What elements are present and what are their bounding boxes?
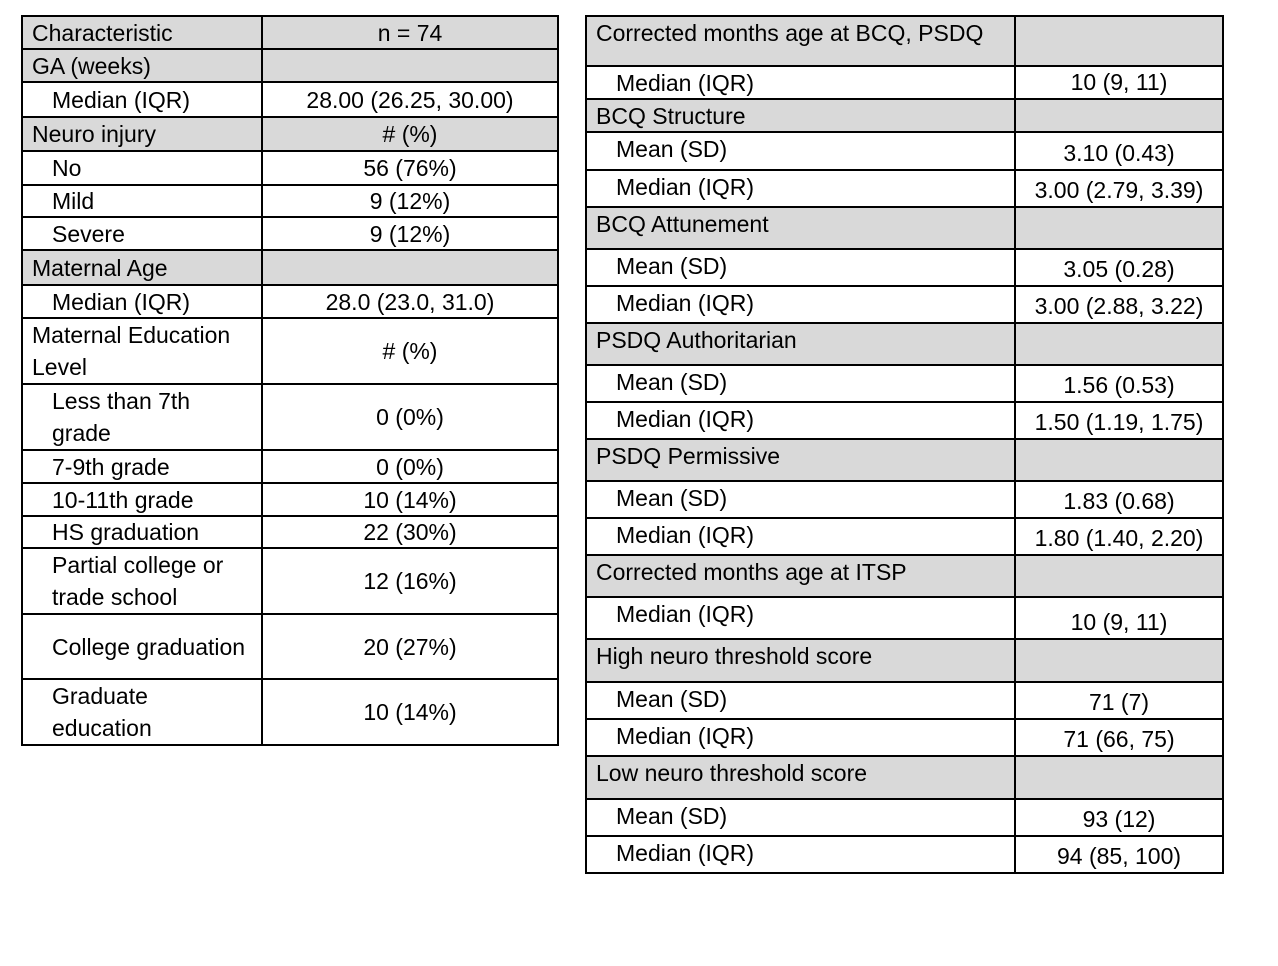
row-value: [1015, 323, 1223, 365]
row-value: [1015, 756, 1223, 799]
row-label: Median (IQR): [586, 286, 1015, 323]
row-label: 7-9th grade: [22, 450, 262, 483]
table-row: [586, 286, 1223, 323]
row-value: 9 (12%): [262, 217, 558, 250]
table-row: [22, 450, 558, 483]
section-row-maternal-education: [22, 318, 558, 384]
table-row: [22, 217, 558, 250]
table-row: [22, 285, 558, 318]
row-value: # (%): [262, 117, 558, 151]
row-label: Mean (SD): [586, 682, 1015, 719]
row-label: 10-11th grade: [22, 483, 262, 516]
row-label: Mean (SD): [586, 249, 1015, 286]
row-label: Mild: [22, 185, 262, 217]
row-label: Median (IQR): [22, 285, 262, 318]
table-row: [586, 66, 1223, 99]
characteristics-table: [21, 15, 559, 746]
section-row-corrected-age-itsp: [586, 555, 1223, 597]
row-label: Mean (SD): [586, 481, 1015, 518]
row-value: 28.0 (23.0, 31.0): [262, 285, 558, 318]
section-row-ga: [22, 49, 558, 82]
row-value: 3.10 (0.43): [1015, 132, 1223, 170]
row-label: Mean (SD): [586, 132, 1015, 170]
section-row-psdq-permissive: [586, 439, 1223, 481]
section-row-corrected-age-bcq: [586, 16, 1223, 66]
row-value: 0 (0%): [262, 450, 558, 483]
row-value: [1015, 439, 1223, 481]
row-value: 10 (14%): [262, 679, 558, 745]
table-row: [586, 249, 1223, 286]
table-row: [586, 597, 1223, 639]
section-row-high-neuro-threshold: [586, 639, 1223, 682]
row-label: Median (IQR): [586, 836, 1015, 873]
row-value: 9 (12%): [262, 185, 558, 217]
row-label: Low neuro threshold score: [586, 756, 1015, 799]
row-label: PSDQ Permissive: [586, 439, 1015, 481]
table-row: [22, 548, 558, 614]
section-row-bcq-attunement: [586, 207, 1223, 249]
row-value: 94 (85, 100): [1015, 836, 1223, 873]
row-value: 1.56 (0.53): [1015, 365, 1223, 402]
row-label: High neuro threshold score: [586, 639, 1015, 682]
row-label: Graduate education: [22, 679, 262, 745]
row-label: Mean (SD): [586, 365, 1015, 402]
table-row: [586, 836, 1223, 873]
row-label: Corrected months age at ITSP: [586, 555, 1015, 597]
table-row: [586, 799, 1223, 836]
row-label: PSDQ Authoritarian: [586, 323, 1015, 365]
table-row: [22, 185, 558, 217]
row-value: 12 (16%): [262, 548, 558, 614]
row-value: 1.83 (0.68): [1015, 481, 1223, 518]
header-n: n = 74: [262, 16, 558, 49]
row-value: 10 (14%): [262, 483, 558, 516]
table-row: [22, 614, 558, 679]
section-row-psdq-authoritarian: [586, 323, 1223, 365]
row-label: GA (weeks): [22, 49, 262, 82]
row-label: Median (IQR): [586, 518, 1015, 555]
row-value: 56 (76%): [262, 151, 558, 185]
row-value: 1.50 (1.19, 1.75): [1015, 402, 1223, 439]
row-value: [1015, 207, 1223, 249]
row-value: [1015, 99, 1223, 132]
row-value: 28.00 (26.25, 30.00): [262, 82, 558, 117]
row-label: BCQ Structure: [586, 99, 1015, 132]
row-label: Neuro injury: [22, 117, 262, 151]
table-row: [586, 170, 1223, 207]
row-value: 71 (66, 75): [1015, 719, 1223, 756]
row-value: [1015, 16, 1223, 66]
table-row: [22, 151, 558, 185]
table-row: [22, 516, 558, 548]
row-value: 22 (30%): [262, 516, 558, 548]
row-label: Median (IQR): [22, 82, 262, 117]
row-label: Median (IQR): [586, 719, 1015, 756]
table-row: [586, 518, 1223, 555]
header-characteristic: Characteristic: [22, 16, 262, 49]
table-row: [586, 402, 1223, 439]
scores-table: [585, 15, 1224, 874]
row-label: Severe: [22, 217, 262, 250]
table-row: [22, 82, 558, 117]
row-value: 71 (7): [1015, 682, 1223, 719]
row-label: Maternal Age: [22, 250, 262, 285]
table-row: [586, 481, 1223, 518]
row-value: 0 (0%): [262, 384, 558, 450]
row-value: 1.80 (1.40, 2.20): [1015, 518, 1223, 555]
table-row: [586, 719, 1223, 756]
row-label: Corrected months age at BCQ, PSDQ: [586, 16, 1015, 66]
section-row-neuro-injury: [22, 117, 558, 151]
table-header-row: [22, 16, 558, 49]
table-row: [586, 682, 1223, 719]
section-row-bcq-structure: [586, 99, 1223, 132]
row-value: 10 (9, 11): [1015, 597, 1223, 639]
row-label: Partial college or trade school: [22, 548, 262, 614]
table-row: [586, 132, 1223, 170]
row-value: 20 (27%): [262, 614, 558, 679]
row-value: 10 (9, 11): [1015, 66, 1223, 99]
row-label: Median (IQR): [586, 66, 1015, 99]
row-label: Less than 7th grade: [22, 384, 262, 450]
row-label: College graduation: [22, 614, 262, 679]
row-value: 93 (12): [1015, 799, 1223, 836]
row-label: No: [22, 151, 262, 185]
table-row: [22, 483, 558, 516]
row-value: 3.05 (0.28): [1015, 249, 1223, 286]
row-label: Median (IQR): [586, 597, 1015, 639]
row-value: [1015, 555, 1223, 597]
row-label: Maternal Education Level: [22, 318, 262, 384]
section-row-maternal-age: [22, 250, 558, 285]
row-value: [262, 250, 558, 285]
table-row: [22, 679, 558, 745]
row-value: 3.00 (2.79, 3.39): [1015, 170, 1223, 207]
row-label: Median (IQR): [586, 402, 1015, 439]
row-label: Mean (SD): [586, 799, 1015, 836]
row-value: 3.00 (2.88, 3.22): [1015, 286, 1223, 323]
row-value: # (%): [262, 318, 558, 384]
table-row: [22, 384, 558, 450]
table-row: [586, 365, 1223, 402]
row-value: [1015, 639, 1223, 682]
row-label: BCQ Attunement: [586, 207, 1015, 249]
row-value: [262, 49, 558, 82]
row-label: Median (IQR): [586, 170, 1015, 207]
section-row-low-neuro-threshold: [586, 756, 1223, 799]
row-label: HS graduation: [22, 516, 262, 548]
